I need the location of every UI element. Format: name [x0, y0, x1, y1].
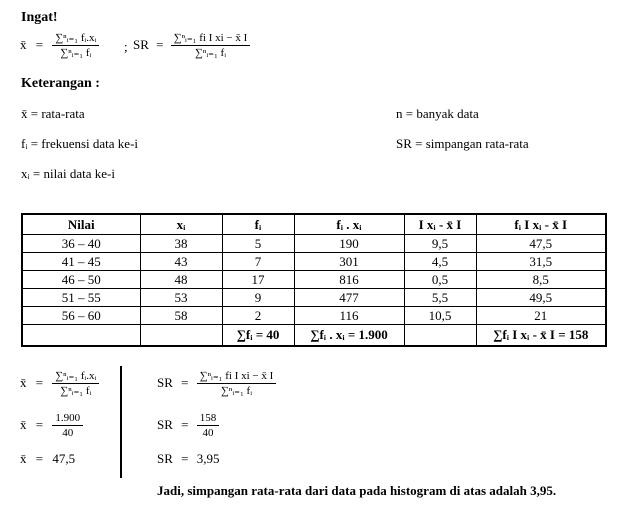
- sr-fraction: [171, 32, 251, 60]
- keterangan-item-frekuensi: fᵢ = frekuensi data ke-i: [21, 136, 139, 151]
- cell-nilai: 46 – 50: [22, 271, 140, 289]
- frequency-table: [21, 213, 607, 347]
- solution-mean-symbol-3: x̄: [20, 451, 27, 466]
- keterangan-item-mean: x̄ = rata-rata: [21, 106, 85, 121]
- formula-mean-top: [20, 32, 99, 60]
- column-header-nilai: Nilai: [22, 214, 140, 235]
- cell-fi-xi: 301: [294, 253, 404, 271]
- solution-sr-symbol-1: SR: [157, 374, 173, 390]
- table-row: [22, 289, 606, 307]
- derivation-divider: [120, 366, 122, 478]
- cell-nilai: 51 – 55: [22, 289, 140, 307]
- column-header-fi-deviasi: fᵢ I xᵢ - x̄ I: [476, 214, 606, 235]
- cell-fi-deviasi: 49,5: [476, 289, 606, 307]
- cell-xi: 53: [140, 289, 222, 307]
- heading-ingat: Ingat!: [21, 10, 58, 25]
- cell-fi-xi: 816: [294, 271, 404, 289]
- solution-sr-numerator-2: 158: [197, 412, 220, 426]
- cell-fi-deviasi: 8,5: [476, 271, 606, 289]
- cell-fi: 9: [222, 289, 294, 307]
- cell-deviasi: 4,5: [404, 253, 476, 271]
- solution-mean-step2: [20, 412, 83, 440]
- cell-fi: 2: [222, 307, 294, 325]
- column-header-fi: fᵢ: [222, 214, 294, 235]
- solution-sr-numerator-1: ∑ⁿᵢ₌₁ fi I xi − x̄ I: [197, 370, 277, 384]
- total-cell-xi: [140, 325, 222, 347]
- solution-mean-symbol-1: x̄: [20, 374, 27, 390]
- cell-nilai: 41 – 45: [22, 253, 140, 271]
- solution-mean-symbol-2: x̄: [20, 416, 27, 432]
- solution-sr-equals-3: =: [181, 451, 189, 466]
- sr-symbol: SR: [133, 36, 149, 52]
- mean-fraction: [52, 32, 99, 60]
- table-row: [22, 307, 606, 325]
- mean-denominator: ∑ⁿᵢ₌₁ fᵢ: [60, 47, 92, 60]
- cell-fi-deviasi: 31,5: [476, 253, 606, 271]
- solution-sr-step1: [157, 370, 276, 398]
- solution-sr-fraction-2: [197, 412, 220, 440]
- conclusion-text: Jadi, simpangan rata-rata dari data pada histogram di atas adalah 3,95.: [157, 483, 557, 498]
- cell-xi: 48: [140, 271, 222, 289]
- sr-denominator: ∑ⁿᵢ₌₁ fᵢ: [195, 47, 227, 60]
- keterangan-item-n: n = banyak data: [396, 106, 479, 121]
- solution-mean-numerator-2: 1.900: [52, 412, 83, 426]
- cell-deviasi: 0,5: [404, 271, 476, 289]
- solution-mean-fraction-1: [52, 370, 99, 398]
- cell-fi: 7: [222, 253, 294, 271]
- solution-sr-step3: [157, 452, 220, 465]
- cell-fi-xi: 190: [294, 235, 404, 253]
- mean-symbol: x̄: [20, 36, 27, 52]
- total-cell-fi: ∑fᵢ = 40: [222, 325, 294, 347]
- cell-xi: 38: [140, 235, 222, 253]
- solution-sr-symbol-2: SR: [157, 416, 173, 432]
- cell-xi: 58: [140, 307, 222, 325]
- cell-fi: 17: [222, 271, 294, 289]
- mean-numerator: ∑ⁿᵢ₌₁ fᵢ.xᵢ: [52, 32, 99, 46]
- solution-mean-equals-2: =: [35, 416, 44, 432]
- solution-sr-fraction-1: [197, 370, 277, 398]
- solution-mean-equals-3: =: [35, 451, 44, 466]
- solution-mean-numerator-1: ∑ⁿᵢ₌₁ fᵢ.xᵢ: [52, 370, 99, 384]
- sr-numerator: ∑ⁿᵢ₌₁ fi I xi − x̄ I: [171, 32, 251, 46]
- solution-sr-denominator-2: 40: [202, 427, 214, 440]
- solution-mean-step3: [20, 452, 75, 465]
- total-cell-fi-xi: ∑fᵢ . xᵢ = 1.900: [294, 325, 404, 347]
- table-header-row: [22, 214, 606, 235]
- formula-separator: ;: [124, 39, 128, 54]
- table-row: [22, 271, 606, 289]
- total-cell-nilai: [22, 325, 140, 347]
- solution-mean-step1: [20, 370, 99, 398]
- cell-deviasi: 5,5: [404, 289, 476, 307]
- cell-nilai: 56 – 60: [22, 307, 140, 325]
- cell-fi-deviasi: 21: [476, 307, 606, 325]
- solution-sr-equals-2: =: [181, 416, 189, 432]
- table-row: [22, 253, 606, 271]
- cell-xi: 43: [140, 253, 222, 271]
- table-totals-row: [22, 325, 606, 347]
- table-row: [22, 235, 606, 253]
- cell-nilai: 36 – 40: [22, 235, 140, 253]
- heading-keterangan: Keterangan :: [21, 76, 100, 91]
- solution-sr-symbol-3: SR: [157, 451, 173, 466]
- sr-equals: =: [156, 36, 164, 52]
- solution-sr-denominator-1: ∑ⁿᵢ₌₁ fᵢ: [221, 385, 253, 398]
- solution-mean-equals-1: =: [35, 374, 44, 390]
- cell-fi-deviasi: 47,5: [476, 235, 606, 253]
- cell-deviasi: 9,5: [404, 235, 476, 253]
- cell-fi: 5: [222, 235, 294, 253]
- mean-equals: =: [35, 36, 44, 52]
- solution-sr-equals-1: =: [181, 374, 189, 390]
- total-cell-fi-deviasi: ∑fᵢ I xᵢ - x̄ I = 158: [476, 325, 606, 347]
- keterangan-item-nilai: xᵢ = nilai data ke-i: [21, 166, 115, 181]
- formula-sr-top: [133, 32, 250, 60]
- cell-fi-xi: 116: [294, 307, 404, 325]
- column-header-fi-xi: fᵢ . xᵢ: [294, 214, 404, 235]
- solution-mean-result: 47,5: [52, 451, 76, 466]
- column-header-xi: xᵢ: [140, 214, 222, 235]
- column-header-deviasi: I xᵢ - x̄ I: [404, 214, 476, 235]
- cell-fi-xi: 477: [294, 289, 404, 307]
- solution-mean-fraction-2: [52, 412, 83, 440]
- frequency-table-wrapper: [21, 213, 589, 347]
- solution-sr-step2: [157, 412, 219, 440]
- solution-mean-denominator-2: 40: [62, 427, 74, 440]
- solution-mean-denominator-1: ∑ⁿᵢ₌₁ fᵢ: [60, 385, 92, 398]
- cell-deviasi: 10,5: [404, 307, 476, 325]
- solution-sr-result: 3,95: [196, 451, 220, 466]
- total-cell-deviasi: [404, 325, 476, 347]
- keterangan-item-sr: SR = simpangan rata-rata: [396, 136, 529, 151]
